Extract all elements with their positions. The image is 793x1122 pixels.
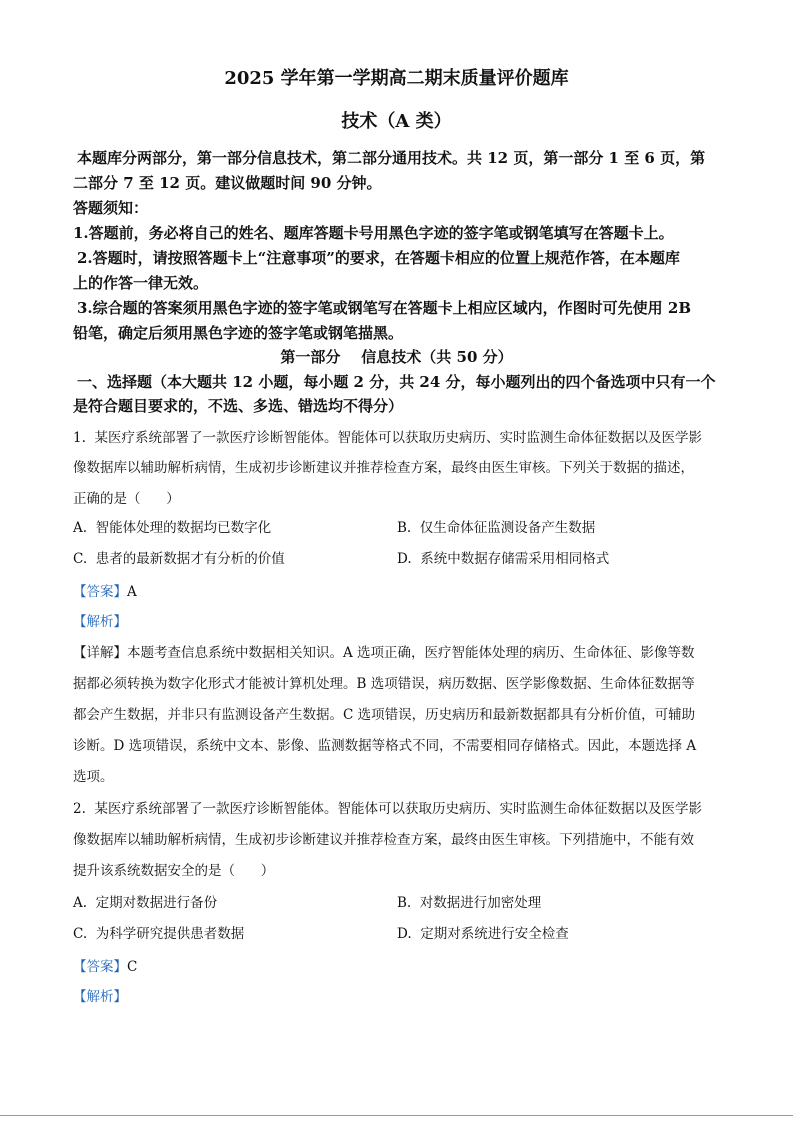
q2-option-c: C. 为科学研究提供患者数据 xyxy=(73,926,245,942)
section-heading-line-2: 是符合题目要求的，不选、多选、错选均不得分） xyxy=(73,397,404,415)
q2-stem-line-3: 提升该系统数据安全的是（ ） xyxy=(73,863,275,879)
detail-text: 本题考查信息系统中数据相关知识。A 选项正确，医疗智能体处理的病历、生命体征、影像等数 xyxy=(127,645,695,661)
answer-value: A xyxy=(127,584,137,600)
q1-option-c: C. 患者的最新数据才有分析的价值 xyxy=(73,551,285,567)
q2-option-a: A. 定期对数据进行备份 xyxy=(73,895,218,911)
page-subtitle: 技术（A 类） xyxy=(341,111,452,132)
page-bottom-divider xyxy=(0,1115,793,1116)
notice-item-3: 3.综合题的答案须用黑色字迹的签字笔或钢笔写在答题卡上相应区域内，作图时可先使用 2B xyxy=(77,299,692,317)
q2-option-d: D. 定期对系统进行安全检查 xyxy=(397,926,569,942)
q2-stem-line-1: 2. 某医疗系统部署了一款医疗诊断智能体。智能体可以获取历史病历、实时监测生命体征数据以及医学影 xyxy=(73,801,702,817)
answer-tag: 【答案】 xyxy=(73,584,127,600)
q1-option-a: A. 智能体处理的数据均已数字化 xyxy=(73,520,272,536)
notice-item-3-cont: 铅笔，确定后须用黑色字迹的签字笔或钢笔描黑。 xyxy=(73,324,404,342)
intro-line-2: 二部分 7 至 12 页。建议做题时间 90 分钟。 xyxy=(73,174,382,192)
q1-detail-line-4: 诊断。D 选项错误，系统中文本、影像、监测数据等格式不同，不需要相同存储格式。因此，本题选择 A xyxy=(73,738,697,754)
q1-stem-line-1: 1. 某医疗系统部署了一款医疗诊断智能体。智能体可以获取历史病历、实时监测生命体征数据以及医学影 xyxy=(73,430,702,446)
q1-option-b: B. 仅生命体征监测设备产生数据 xyxy=(397,520,596,536)
q1-analysis-tag: 【解析】 xyxy=(73,614,127,630)
notice-item-2: 2.答题时，请按照答题卡上“注意事项”的要求，在答题卡相应的位置上规范作答，在本题库 xyxy=(77,249,680,267)
q1-option-d: D. 系统中数据存储需采用相同格式 xyxy=(397,551,610,567)
notice-item-1: 1.答题前，务必将自己的姓名、题库答题卡号用黑色字迹的签字笔或钢笔填写在答题卡上。 xyxy=(73,224,674,242)
answer-tag: 【答案】 xyxy=(73,959,127,975)
q1-detail-line-3: 都会产生数据，并非只有监测设备产生数据。C 选项错误，历史病历和最新数据都具有分析价值，可辅助 xyxy=(73,707,696,723)
q2-answer xyxy=(73,955,137,975)
q1-detail-line-1 xyxy=(73,641,695,661)
q1-detail-line-5: 选项。 xyxy=(73,769,114,785)
q2-option-b: B. 对数据进行加密处理 xyxy=(397,895,542,911)
answer-value: C xyxy=(127,959,138,975)
notice-item-2-cont: 上的作答一律无效。 xyxy=(73,274,209,292)
page-title: 2025 学年第一学期高二期末质量评价题库 xyxy=(224,68,569,89)
q2-analysis-tag: 【解析】 xyxy=(73,989,127,1005)
notice-heading: 答题须知： xyxy=(73,199,149,217)
part1-heading: 第一部分 信息技术（共 50 分） xyxy=(280,348,513,366)
q1-answer xyxy=(73,580,137,600)
q1-stem-line-2: 像数据库以辅助解析病情，生成初步诊断建议并推荐检查方案，最终由医生审核。下列关于数据的描述， xyxy=(73,460,694,476)
q1-detail-line-2: 据都必须转换为数字化形式才能被计算机处理。B 选项错误，病历数据、医学影像数据、生命体征数据等 xyxy=(73,676,695,692)
section-heading-line-1: 一、选择题（本大题共 12 小题，每小题 2 分，共 24 分，每小题列出的四个备选项中只有一个 xyxy=(77,373,716,391)
intro-line-1: 本题库分两部分，第一部分信息技术，第二部分通用技术。共 12 页，第一部分 1 至 6 页，第 xyxy=(77,149,706,167)
detail-tag: 【详解】 xyxy=(73,645,127,661)
q2-stem-line-2: 像数据库以辅助解析病情，生成初步诊断建议并推荐检查方案，最终由医生审核。下列措施中，不能有效 xyxy=(73,832,694,848)
q1-stem-line-3: 正确的是（ ） xyxy=(73,491,180,507)
